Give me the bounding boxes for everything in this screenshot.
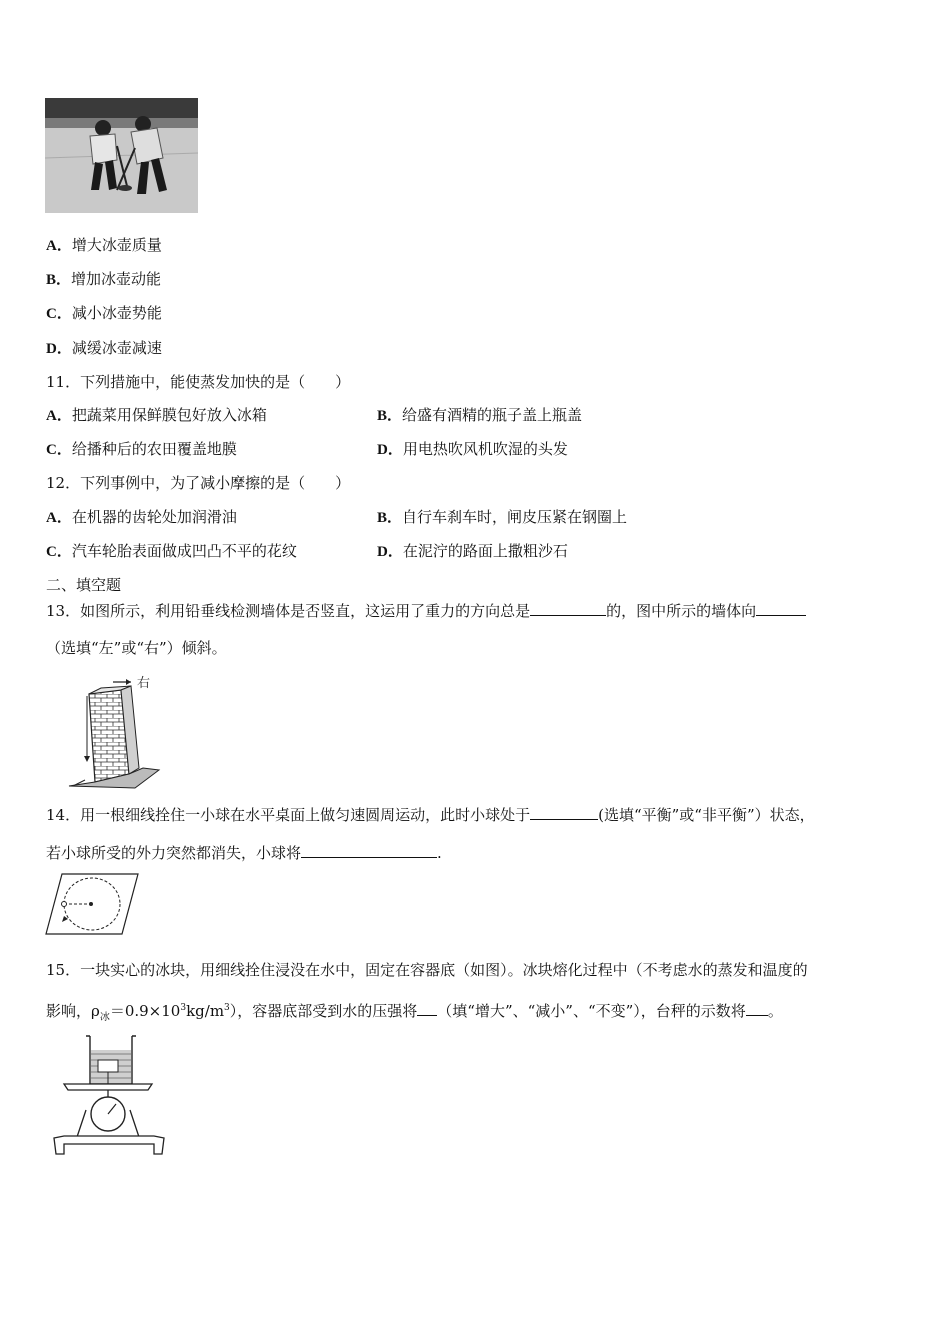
q10-option-d: D．减缓冰壶减速 bbox=[46, 339, 162, 357]
q12-option-d: D．在泥泞的路面上撒粗沙石 bbox=[377, 542, 568, 560]
q13-figure-label: 右 bbox=[137, 676, 151, 691]
q12-option-a: A．在机器的齿轮处加润滑油 bbox=[46, 508, 237, 526]
q14-blank-1[interactable] bbox=[530, 805, 598, 820]
q14-line2: 若小球所受的外力突然都消失，小球将 . bbox=[46, 844, 442, 862]
q11-option-d: D．用电热吹风机吹湿的头发 bbox=[377, 440, 568, 458]
q10-option-a: A．增大冰壶质量 bbox=[46, 236, 162, 254]
q15-line2: 影响，$\rho_冰=0.9\times 10^3kg/m^3$），容器底部受到水的压强将 （填“增大”、“减小”、“不变”），台秤的示数将 。 bbox=[46, 1002, 783, 1023]
curling-photo bbox=[45, 98, 198, 213]
q15-line1: 15．一块实心的冰块，用细线拴住浸没在水中，固定在容器底（如图）。冰块熔化过程中（不考虑水的蒸发和温度的 bbox=[46, 961, 808, 979]
q11-option-a: A．把蔬菜用保鲜膜包好放入冰箱 bbox=[46, 406, 267, 424]
q11-option-c: C．给播种后的农田覆盖地膜 bbox=[46, 440, 237, 458]
section-heading: 二、填空题 bbox=[46, 576, 122, 594]
circular-motion-figure bbox=[44, 872, 140, 936]
q12-option-b: B．自行车刹车时，闸皮压紧在钢圈上 bbox=[377, 508, 628, 526]
q13-line2: （选填“左”或“右”）倾斜。 bbox=[46, 639, 227, 657]
q11-option-b: B．给盛有酒精的瓶子盖上瓶盖 bbox=[377, 406, 583, 424]
q12-option-c: C．汽车轮胎表面做成凹凸不平的花纹 bbox=[46, 542, 297, 560]
q10-option-b: B．增加冰壶动能 bbox=[46, 270, 162, 288]
q13-blank-2[interactable] bbox=[756, 601, 806, 616]
q11-stem: 11．下列措施中，能使蒸发加快的是（ ） bbox=[46, 373, 351, 391]
beaker-scale-figure bbox=[50, 1032, 170, 1158]
q13-line1: 13．如图所示，利用铅垂线检测墙体是否竖直，这运用了重力的方向总是 的，图中所示的墙体向 bbox=[46, 601, 806, 621]
q12-stem: 12．下列事例中，为了减小摩擦的是（ ） bbox=[46, 474, 351, 492]
q14-blank-2[interactable] bbox=[301, 843, 437, 858]
q15-blank-1[interactable] bbox=[417, 1001, 437, 1016]
q10-option-c: C．减小冰壶势能 bbox=[46, 304, 162, 322]
q14-line1: 14．用一根细线拴住一小球在水平桌面上做匀速圆周运动，此时小球处于 (选填“平衡”或“非平衡”）状态， bbox=[46, 806, 815, 824]
q15-blank-2[interactable] bbox=[746, 1001, 768, 1016]
q13-blank-1[interactable] bbox=[530, 601, 606, 616]
